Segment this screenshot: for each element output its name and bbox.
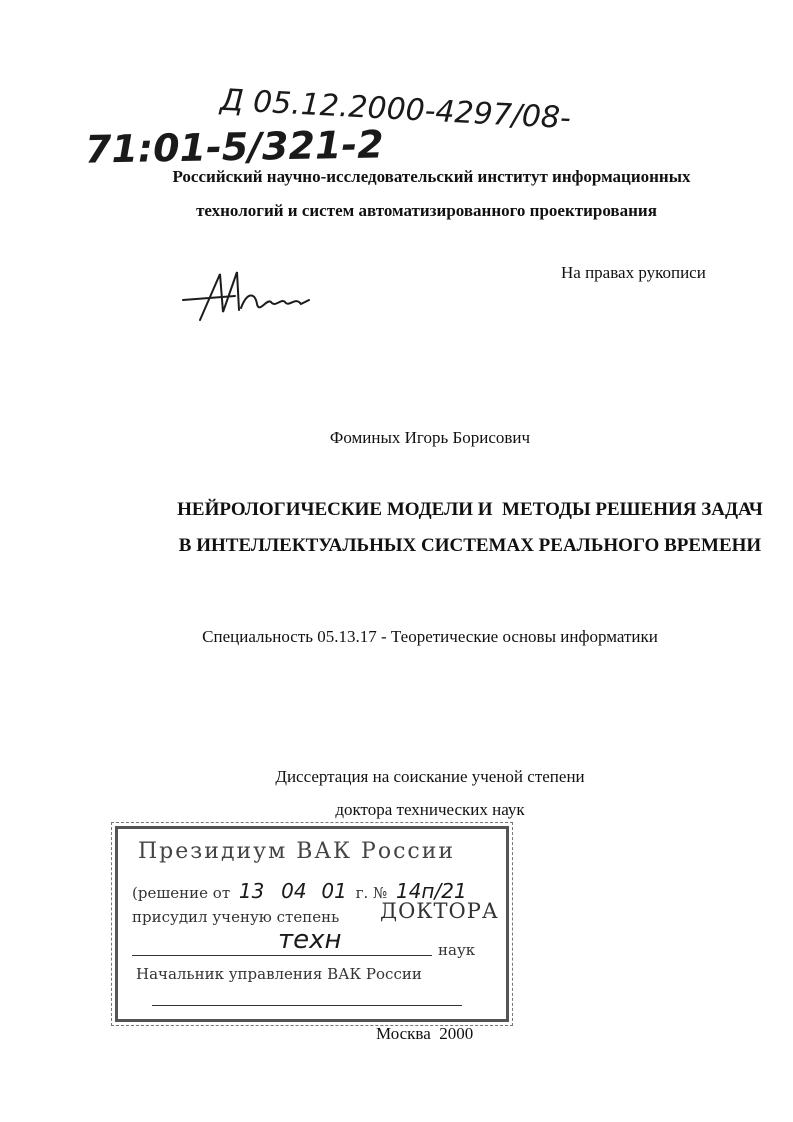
stamp-head-label: Начальник управления ВАК России (136, 965, 422, 983)
stamp-decision-month: 04 (281, 879, 307, 903)
stamp-decision-label: (решение от (132, 884, 231, 902)
specialty: Специальность 05.13.17 - Теоретические основы информатики (202, 627, 658, 646)
stamp-signature-rule (152, 1005, 462, 1006)
author-name: Фоминых Игорь Борисович (329, 428, 531, 447)
degree-line-1: Диссертация на соискание ученой степени (275, 767, 585, 786)
institute-name (0, 160, 793, 228)
handwritten-archive-note: Д 05.12.2000-4297/08- (219, 82, 572, 137)
stamp-sciences-label: наук (438, 941, 476, 959)
handwritten-catalog-number: 71:01-5/321-2 (84, 122, 384, 172)
dissertation-degree (0, 760, 793, 826)
stamp-decision-number: 14п/21 (395, 879, 467, 903)
dissertation-title (110, 492, 793, 564)
stamp-title: Президиум ВАК России (138, 839, 456, 864)
stamp-decision-day: 13 (238, 879, 265, 903)
stamp-awarded-label: присудил ученую степень (132, 908, 340, 926)
author-signature (175, 262, 325, 332)
vak-stamp (115, 826, 509, 1022)
institute-line-1: Российский научно-исследовательский институт информационных (172, 167, 691, 186)
stamp-decision-year: 01 (321, 879, 347, 903)
institute-line-2: технологий и систем автоматизированного проектирования (196, 201, 657, 220)
stamp-field-handwritten: техн (278, 925, 342, 955)
city-year: Москва 2000 (376, 1024, 474, 1043)
stamp-decision-year-suffix: г. № (355, 884, 388, 902)
rights-notice: На правах рукописи (561, 263, 706, 282)
title-line-1: НЕЙРОЛОГИЧЕСКИЕ МОДЕЛИ И МЕТОДЫ РЕШЕНИЯ ЗАДАЧ (177, 499, 763, 520)
stamp-field-rule (132, 955, 432, 956)
signature-scribble (175, 262, 325, 332)
degree-line-2: доктора технических наук (335, 800, 525, 819)
stamp-degree: ДОКТОРА (380, 899, 499, 923)
title-line-2: В ИНТЕЛЛЕКТУАЛЬНЫХ СИСТЕМАХ РЕАЛЬНОГО ВРЕМЕНИ (178, 535, 762, 556)
